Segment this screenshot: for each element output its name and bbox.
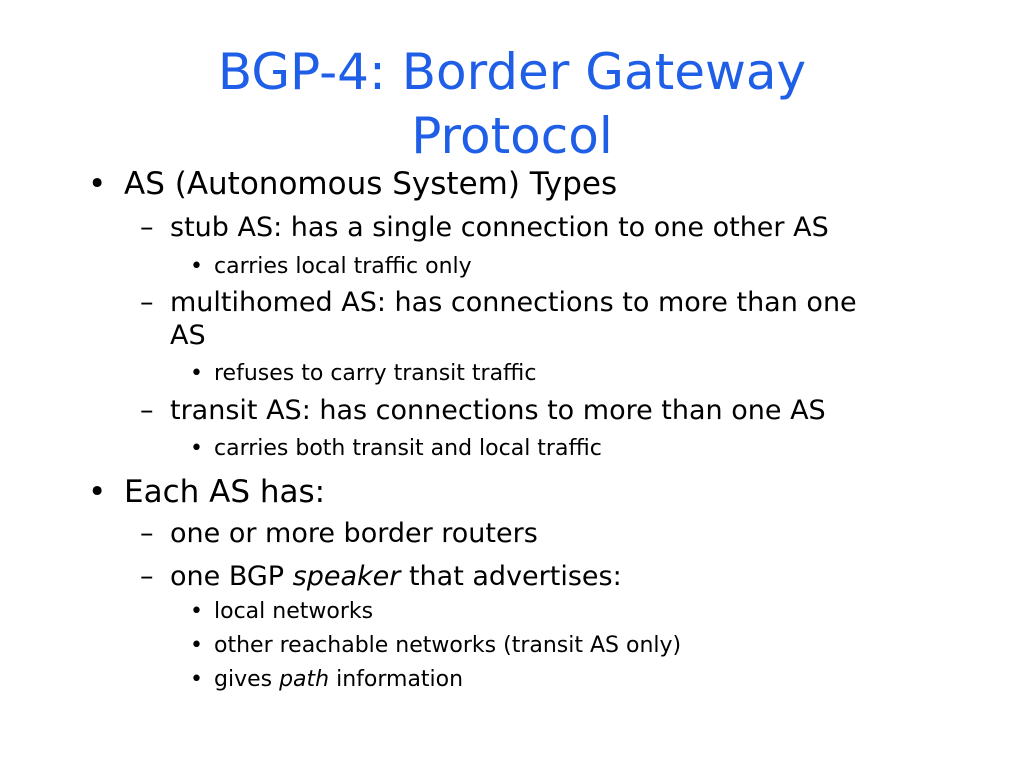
slide-title-line-1: BGP-4: Border Gateway [217,43,807,101]
bullet-marker: • [88,474,107,510]
dash-marker: – [140,287,154,318]
sub-sub-bullet-path-info [214,666,463,694]
bullet-as-types: AS (Autonomous System) Types [124,166,618,202]
sub-bullet-marker: • [190,254,203,279]
sub-bullet-bgp-speaker-emphasis: speaker [292,561,401,592]
sub-sub-bullet-transit-and-local: carries both transit and local traffic [214,436,602,461]
sub-sub-bullet-path-info-emphasis: path [279,667,330,692]
sub-bullet-border-routers: one or more border routers [170,518,538,549]
dash-marker: – [140,212,154,243]
sub-sub-bullet-local-networks: local networks [214,599,374,624]
sub-sub-bullet-reachable-networks: other reachable networks (transit AS only) [214,633,682,658]
sub-bullet-marker: • [190,599,203,624]
sub-sub-bullet-refuses-transit: refuses to carry transit traffic [214,361,537,386]
sub-bullet-marker: • [190,667,203,692]
sub-bullet-bgp-speaker-prefix: one BGP [170,561,293,592]
sub-bullet-multihomed-as-line-1: multihomed AS: has connections to more than one [170,287,857,318]
sub-sub-bullet-path-info-prefix: gives [214,667,280,692]
sub-sub-bullet-path-info-suffix: information [329,667,464,692]
sub-bullet-marker: • [190,633,203,658]
bullet-each-as-has: Each AS has: [124,474,326,510]
sub-bullet-marker: • [190,361,203,386]
sub-bullet-stub-as: stub AS: has a single connection to one other AS [170,212,829,243]
sub-bullet-marker: • [190,436,203,461]
dash-marker: – [140,518,154,549]
sub-bullet-bgp-speaker [170,561,622,593]
sub-bullet-transit-as: transit AS: has connections to more than one AS [170,395,826,426]
sub-sub-bullet-local-traffic: carries local traffic only [214,254,472,279]
bullet-marker: • [88,166,107,202]
slide-title-line-2: Protocol [411,107,613,165]
dash-marker: – [140,395,154,426]
sub-bullet-bgp-speaker-suffix: that advertises: [400,561,622,592]
dash-marker: – [140,561,154,592]
sub-bullet-multihomed-as-line-2: AS [170,320,206,351]
